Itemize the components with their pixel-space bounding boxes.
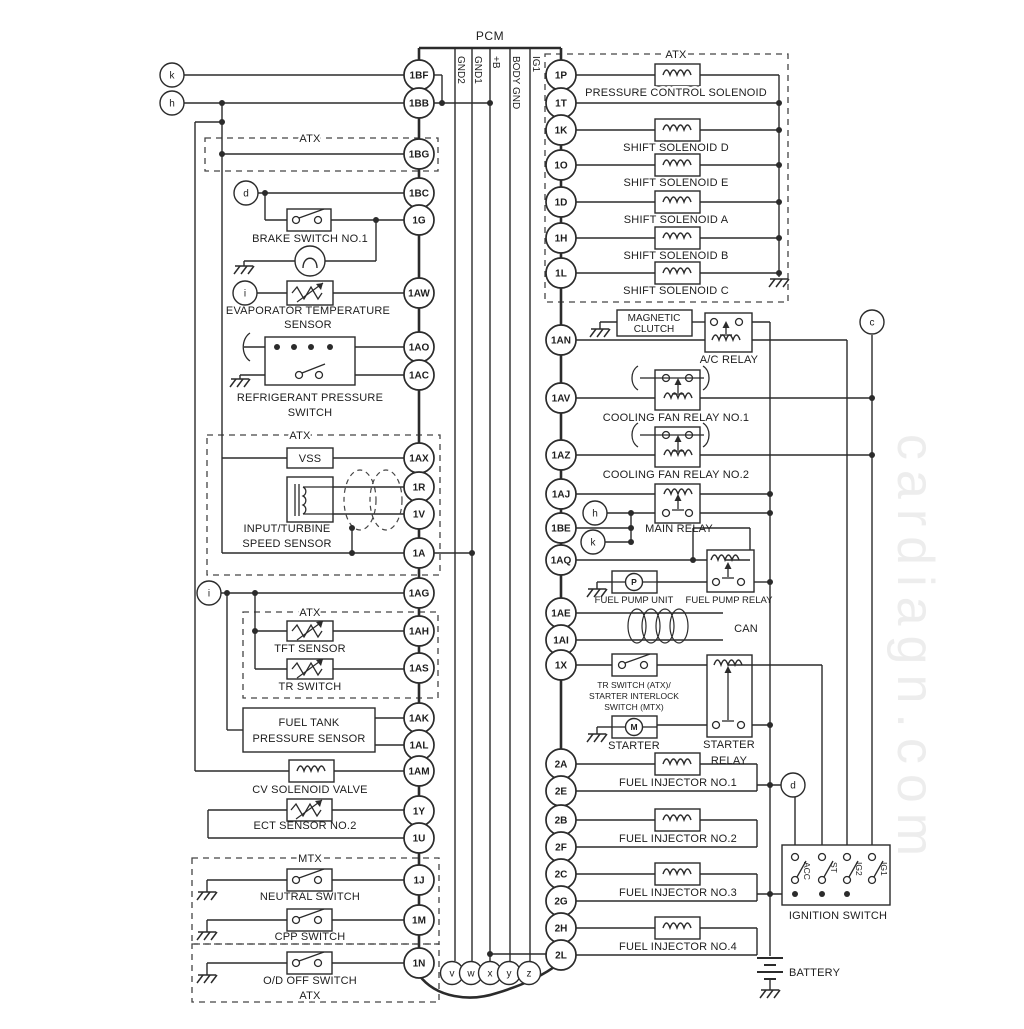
pcm-pin-label-1BB: 1BB bbox=[408, 98, 430, 110]
group-label-atx-3: ATX bbox=[299, 607, 321, 619]
shield-ellipse bbox=[370, 470, 402, 530]
fuel-pump-icon-letter: P bbox=[631, 577, 637, 587]
pcm-pin-label-1AJ: 1AJ bbox=[551, 489, 571, 501]
junction-dot bbox=[792, 891, 798, 897]
connector-label-d: d bbox=[790, 780, 796, 792]
pcm-pin-label-1A: 1A bbox=[412, 548, 426, 560]
group-label-atx-1: ATX bbox=[299, 133, 321, 145]
pcm-pin-label-1AL: 1AL bbox=[409, 740, 429, 752]
label-input-turbine-2: SPEED SENSOR bbox=[242, 538, 332, 550]
label-neutral-switch: NEUTRAL SWITCH bbox=[259, 891, 361, 903]
junction-dot bbox=[487, 100, 493, 106]
pcm-pin-label-1U: 1U bbox=[412, 833, 426, 845]
label-fuel-injector-2: FUEL INJECTOR NO.2 bbox=[619, 833, 737, 845]
harness-squiggle-icon bbox=[632, 366, 638, 390]
junction-dot bbox=[690, 557, 696, 563]
pcm-pin-label-1AC: 1AC bbox=[408, 370, 430, 382]
junction-dot bbox=[776, 127, 782, 133]
label-magnetic-clutch-1: MAGNETIC bbox=[627, 313, 681, 324]
connector-label-v: v bbox=[449, 968, 455, 980]
junction-dot bbox=[349, 550, 355, 556]
junction-dot bbox=[869, 395, 875, 401]
connector-label-x: x bbox=[487, 968, 493, 980]
pcm-pin-label-1Y: 1Y bbox=[412, 806, 426, 818]
pcm-pin-label-1AH: 1AH bbox=[408, 626, 430, 638]
label-fuel-pump-relay: FUEL PUMP RELAY bbox=[685, 595, 773, 606]
label-tr-starter-interlock-2: STARTER INTERLOCK bbox=[589, 691, 679, 701]
junction-dot bbox=[767, 491, 773, 497]
pcm-pin-label-1D: 1D bbox=[554, 197, 568, 209]
label-fuel-injector-3: FUEL INJECTOR NO.3 bbox=[619, 887, 737, 899]
relay-contact bbox=[663, 510, 670, 517]
pcm-pin-label-1AO: 1AO bbox=[408, 342, 430, 354]
pcm-pin-label-2A: 2A bbox=[554, 759, 568, 771]
pcm-pin-label-2B: 2B bbox=[554, 815, 568, 827]
can-twist-icon bbox=[628, 609, 646, 643]
pcm-pin-label-1AS: 1AS bbox=[409, 663, 429, 675]
brake-lamp-icon bbox=[295, 246, 325, 276]
label-brake-switch: BRAKE SWITCH NO.1 bbox=[252, 233, 368, 245]
label-tr-starter-interlock-1: TR SWITCH (ATX)/ bbox=[597, 680, 671, 690]
junction-dot bbox=[628, 510, 634, 516]
ground-icon bbox=[587, 589, 593, 597]
ignition-position-label: ACC bbox=[802, 862, 812, 880]
label-refrigerant-2: SWITCH bbox=[287, 407, 333, 419]
junction-dot bbox=[487, 951, 493, 957]
junction-dot bbox=[628, 525, 634, 531]
pcm-bus-label: IG1 bbox=[530, 56, 541, 73]
pcm-pin-label-1AN: 1AN bbox=[550, 335, 572, 347]
pcm-pin-label-1X: 1X bbox=[554, 660, 568, 672]
connector-label-i: i bbox=[243, 288, 247, 300]
label-cv-solenoid: CV SOLENOID VALVE bbox=[252, 784, 368, 796]
label-shift-solenoid-b: SHIFT SOLENOID B bbox=[623, 250, 729, 262]
relay-contact bbox=[713, 579, 720, 586]
connector-label-h: h bbox=[169, 98, 175, 110]
ground-icon bbox=[211, 932, 217, 940]
switch-contact bbox=[315, 917, 322, 924]
pcm-pin-label-1T: 1T bbox=[555, 98, 567, 110]
ground-icon bbox=[241, 266, 247, 274]
pcm-pin-label-1AW: 1AW bbox=[408, 288, 430, 300]
pcm-pin-label-1AV: 1AV bbox=[551, 393, 571, 405]
junction-dot bbox=[869, 452, 875, 458]
ground-icon bbox=[197, 975, 203, 983]
label-cooling-fan-relay-2: COOLING FAN RELAY NO.2 bbox=[602, 469, 750, 481]
connector-label-k: k bbox=[169, 70, 175, 82]
label-cpp-switch: CPP SWITCH bbox=[274, 931, 346, 943]
can-twist-icon bbox=[642, 609, 660, 643]
can-twist-icon bbox=[656, 609, 674, 643]
ground-icon bbox=[248, 266, 254, 274]
ignition-contact bbox=[844, 854, 851, 861]
junction-dot bbox=[776, 162, 782, 168]
ground-icon bbox=[204, 932, 210, 940]
label-can: CAN bbox=[734, 623, 758, 635]
connector-label-k: k bbox=[590, 537, 596, 549]
label-cooling-fan-relay-1: COOLING FAN RELAY NO.1 bbox=[602, 412, 750, 424]
junction-dot bbox=[439, 100, 445, 106]
label-ac-relay: A/C RELAY bbox=[699, 354, 759, 366]
junction-dot bbox=[252, 590, 258, 596]
pcm-bus-label: +B bbox=[490, 56, 501, 69]
ignition-position-label: IG2 bbox=[854, 862, 864, 876]
pcm-bus-label: GND1 bbox=[472, 56, 483, 84]
switch-contact bbox=[293, 917, 300, 924]
relay-contact bbox=[738, 579, 745, 586]
junction-dot bbox=[776, 270, 782, 276]
label-starter-relay-2: RELAY bbox=[710, 755, 748, 767]
switch-contact bbox=[315, 877, 322, 884]
ground-icon bbox=[197, 932, 203, 940]
label-battery: BATTERY bbox=[789, 967, 841, 979]
pcm-pin-label-1J: 1J bbox=[413, 875, 425, 887]
label-shift-solenoid-c: SHIFT SOLENOID C bbox=[623, 285, 729, 297]
pcm-pin-label-1L: 1L bbox=[555, 268, 567, 280]
ground-icon bbox=[767, 990, 773, 998]
pcm-pin-label-1AG: 1AG bbox=[408, 588, 430, 600]
group-label-atx-2: ATX bbox=[289, 430, 311, 442]
label-starter-relay-1: STARTER bbox=[703, 739, 755, 751]
relay-contact bbox=[686, 510, 693, 517]
ground-icon bbox=[769, 279, 775, 287]
shield-ellipse bbox=[344, 470, 376, 530]
fuel-tank-sensor-box bbox=[243, 708, 375, 752]
ground-icon bbox=[590, 329, 596, 337]
label-tr-switch: TR SWITCH bbox=[278, 681, 342, 693]
connector-label-w: w bbox=[467, 968, 475, 980]
pcm-bus-label: GND2 bbox=[455, 56, 466, 84]
label-evaporator-1: EVAPORATOR TEMPERATURE bbox=[225, 305, 391, 317]
ground-icon bbox=[244, 379, 250, 387]
ground-icon bbox=[601, 734, 607, 742]
label-shift-solenoid-e: SHIFT SOLENOID E bbox=[623, 177, 729, 189]
junction-dot bbox=[252, 628, 258, 634]
label-od-off-switch: O/D OFF SWITCH bbox=[263, 975, 357, 987]
pcm-pin-label-1R: 1R bbox=[412, 482, 426, 494]
ground-icon bbox=[604, 329, 610, 337]
junction-dot bbox=[767, 722, 773, 728]
junction-dot bbox=[767, 782, 773, 788]
junction-dot bbox=[767, 891, 773, 897]
ground-icon bbox=[211, 975, 217, 983]
junction-dot bbox=[274, 344, 280, 350]
ground-icon bbox=[587, 734, 593, 742]
junction-dot bbox=[219, 100, 225, 106]
label-pressure-control-solenoid: PRESSURE CONTROL SOLENOID bbox=[585, 87, 767, 99]
pcm-pin-label-1AE: 1AE bbox=[551, 608, 571, 620]
switch-contact bbox=[316, 372, 323, 379]
ground-icon bbox=[211, 892, 217, 900]
pcm-pin-label-1AZ: 1AZ bbox=[551, 450, 571, 462]
pcm-pin-label-1AI: 1AI bbox=[553, 635, 569, 647]
starter-motor-icon-letter: M bbox=[630, 722, 638, 732]
junction-dot bbox=[349, 525, 355, 531]
group-label-mtx: MTX bbox=[298, 853, 322, 865]
label-evaporator-2: SENSOR bbox=[284, 319, 332, 331]
ground-icon bbox=[204, 975, 210, 983]
switch-contact bbox=[293, 217, 300, 224]
pcm-pin-label-1BE: 1BE bbox=[551, 523, 571, 535]
pcm-bus-label: BODY GND bbox=[510, 56, 521, 110]
label-magnetic-clutch-2: CLUTCH bbox=[633, 324, 675, 335]
ground-icon bbox=[774, 990, 780, 998]
pcm-pin-label-1P: 1P bbox=[554, 70, 568, 82]
pcm-pin-label-2L: 2L bbox=[555, 950, 567, 962]
switch-contact bbox=[293, 877, 300, 884]
pcm-pin-label-2G: 2G bbox=[554, 896, 568, 908]
ground-icon bbox=[594, 734, 600, 742]
junction-dot bbox=[767, 579, 773, 585]
connector-label-h: h bbox=[592, 508, 598, 520]
relay-contact bbox=[738, 722, 745, 729]
ignition-position-label: IG1 bbox=[879, 862, 889, 876]
pcm-pin-label-1AQ: 1AQ bbox=[550, 555, 572, 567]
junction-dot bbox=[469, 550, 475, 556]
pcm-pin-label-2H: 2H bbox=[554, 923, 568, 935]
junction-dot bbox=[308, 344, 314, 350]
ground-icon bbox=[760, 990, 766, 998]
pcm-pin-label-2C: 2C bbox=[554, 869, 568, 881]
group-label-atx-4: ATX bbox=[299, 990, 321, 1002]
relay-contact bbox=[711, 319, 718, 326]
can-twist-icon bbox=[670, 609, 688, 643]
connector-label-d: d bbox=[243, 188, 249, 200]
harness-squiggle-icon bbox=[632, 423, 638, 447]
label-shift-solenoid-d: SHIFT SOLENOID D bbox=[623, 142, 729, 154]
junction-dot bbox=[327, 344, 333, 350]
watermark: cardiagn.com bbox=[886, 433, 944, 867]
connector-label-c: c bbox=[869, 317, 875, 329]
pcm-pin-label-1K: 1K bbox=[554, 125, 568, 137]
ignition-contact bbox=[869, 877, 876, 884]
pcm-title: PCM bbox=[475, 29, 505, 43]
ground-icon bbox=[204, 892, 210, 900]
ignition-contact bbox=[869, 854, 876, 861]
label-ignition-switch: IGNITION SWITCH bbox=[788, 910, 888, 922]
ground-icon bbox=[597, 329, 603, 337]
label-tr-starter-interlock-3: SWITCH (MTX) bbox=[604, 702, 664, 712]
label-vss: VSS bbox=[298, 453, 322, 465]
junction-dot bbox=[776, 199, 782, 205]
input-turbine-box bbox=[287, 477, 333, 522]
pcm-pin-label-1BG: 1BG bbox=[408, 149, 430, 161]
pcm-pin-label-1AX: 1AX bbox=[409, 453, 429, 465]
ignition-contact bbox=[819, 854, 826, 861]
pcm-pin-label-1M: 1M bbox=[412, 915, 426, 927]
ignition-contact bbox=[844, 877, 851, 884]
switch-contact bbox=[619, 662, 626, 669]
ground-icon bbox=[234, 266, 240, 274]
connector-label-y: y bbox=[506, 968, 512, 980]
pcm-pin-label-2F: 2F bbox=[555, 842, 567, 854]
ground-icon bbox=[230, 379, 236, 387]
junction-dot bbox=[776, 235, 782, 241]
ignition-contact bbox=[792, 854, 799, 861]
junction-dot bbox=[373, 217, 379, 223]
pcm-pin-label-2E: 2E bbox=[554, 786, 568, 798]
junction-dot bbox=[844, 891, 850, 897]
relay-contact bbox=[736, 319, 743, 326]
switch-contact bbox=[315, 217, 322, 224]
junction-dot bbox=[776, 100, 782, 106]
label-ect-sensor: ECT SENSOR NO.2 bbox=[253, 820, 357, 832]
pcm-pin-label-1AK: 1AK bbox=[408, 713, 430, 725]
ground-icon bbox=[237, 379, 243, 387]
connector-label-z: z bbox=[526, 968, 532, 980]
connector-label-i: i bbox=[207, 588, 211, 600]
pcm-pin-label-1V: 1V bbox=[412, 509, 426, 521]
label-input-turbine-1: INPUT/TURBINE bbox=[243, 523, 331, 535]
label-refrigerant-1: REFRIGERANT PRESSURE bbox=[236, 392, 384, 404]
pcm-pin-label-1N: 1N bbox=[412, 958, 426, 970]
label-main-relay: MAIN RELAY bbox=[645, 523, 713, 535]
label-fuel-tank-1: FUEL TANK bbox=[278, 717, 340, 729]
junction-dot bbox=[291, 344, 297, 350]
junction-dot bbox=[628, 539, 634, 545]
ect-sensor-box bbox=[287, 799, 332, 821]
label-fuel-tank-2: PRESSURE SENSOR bbox=[252, 733, 366, 745]
pcm-pin-label-1G: 1G bbox=[412, 215, 426, 227]
junction-dot bbox=[262, 190, 268, 196]
switch-contact bbox=[315, 960, 322, 967]
switch-contact bbox=[296, 372, 303, 379]
label-fuel-pump-unit: FUEL PUMP UNIT bbox=[594, 595, 674, 606]
pcm-pin-label-1BC: 1BC bbox=[408, 188, 430, 200]
junction-dot bbox=[767, 510, 773, 516]
pcm-pin-label-1O: 1O bbox=[554, 160, 568, 172]
junction-dot bbox=[219, 119, 225, 125]
junction-dot bbox=[819, 891, 825, 897]
junction-dot bbox=[224, 590, 230, 596]
ground-icon bbox=[197, 892, 203, 900]
switch-contact bbox=[293, 960, 300, 967]
junction-dot bbox=[219, 151, 225, 157]
label-shift-solenoid-a: SHIFT SOLENOID A bbox=[623, 214, 729, 226]
relay-contact bbox=[713, 722, 720, 729]
label-starter: STARTER bbox=[608, 740, 660, 752]
ground-icon bbox=[776, 279, 782, 287]
group-label-atx-solenoids: ATX bbox=[665, 49, 687, 61]
label-tft-sensor: TFT SENSOR bbox=[274, 643, 346, 655]
switch-contact bbox=[641, 662, 648, 669]
ignition-contact bbox=[819, 877, 826, 884]
pcm-pin-label-1H: 1H bbox=[554, 233, 568, 245]
pcm-pin-label-1BF: 1BF bbox=[409, 70, 429, 82]
label-fuel-injector-4: FUEL INJECTOR NO.4 bbox=[619, 941, 737, 953]
ignition-contact bbox=[792, 877, 799, 884]
pcm-pin-label-1AM: 1AM bbox=[408, 766, 430, 778]
ignition-position-label: ST bbox=[829, 862, 839, 873]
label-fuel-injector-1: FUEL INJECTOR NO.1 bbox=[619, 777, 737, 789]
